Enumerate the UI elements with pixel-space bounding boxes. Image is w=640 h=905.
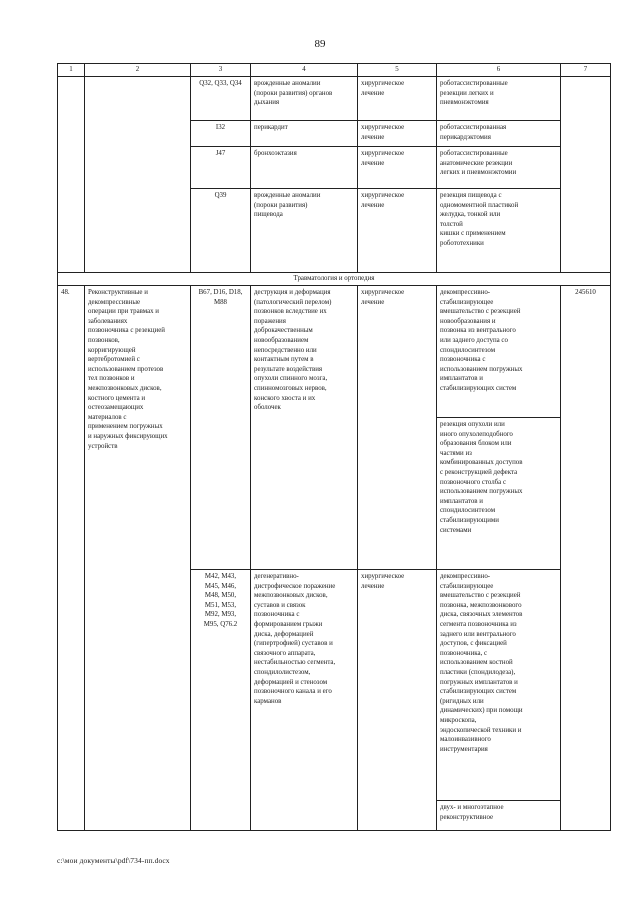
- model-cell: врожденные аномалии (пороки развития) пищевода: [251, 189, 358, 273]
- method-cell: декомпрессивно- стабилизирующее вмешательство с резекцией позвонка, межпозвонкового диска, связочных элементов сегмента позвоночника из заднего или вентрального доступов, с фиксацией позвоночника, с использованием костной пластики (спондилодеза), погружных имплантатов и стабилизирующих систем (ригидных или динамических) при помощи микроскопа, эндоскопической техники и малоинвазивного инструментария: [437, 570, 561, 801]
- service-name-cell: Реконструктивные и декомпрессивные операции при травмах и заболеваниях позвоночника с резекцией позвонков, корригирующей вертебротомией с использованием протезов тел позвонков и межпозвонковых дисков, костного цемента и остеозамещающих материалов с применением погружных и наружных фиксирующих устройств: [85, 286, 191, 831]
- cost-cell: [561, 77, 611, 273]
- method-cell: двух- и многоэтапное реконструктивное: [437, 801, 561, 831]
- treatment-cell: хирургическое лечение: [358, 570, 437, 831]
- treatment-cell: хирургическое лечение: [358, 147, 437, 189]
- icd-codes-cell: J47: [191, 147, 251, 189]
- model-cell: бронхоэктазия: [251, 147, 358, 189]
- method-cell: декомпрессивно- стабилизирующее вмешательство с резекцией новообразования и позвонка из вентрального или заднего доступа со спондилосинтезом позвоночника с использованием погружных имплантатов и стабилизирующих систем: [437, 286, 561, 418]
- icd-codes-cell: M42, M43, M45, M46, M48, M50, M51, M53, M92, M93, M95, Q76.2: [191, 570, 251, 831]
- section-header-row: [58, 273, 611, 286]
- model-cell: деструкция и деформация (патологический перелом) позвонков вследствие их поражения доброкачественным новообразованием непосредственно или контактным путем в результате воздействия опухоли спинного мозга, спинномозговых нервов, конского хвоста и их оболочек: [251, 286, 358, 570]
- header-cell: 6: [437, 64, 561, 77]
- icd-codes-cell: I32: [191, 121, 251, 147]
- table-row: [58, 77, 611, 121]
- method-cell: резекция пищевода с одномоментной пластикой желудка, тонкой или толстой кишки с применением робототехники: [437, 189, 561, 273]
- method-cell: роботассистированные анатомические резекции легких и пневмонэктомии: [437, 147, 561, 189]
- model-cell: перикардит: [251, 121, 358, 147]
- model-cell: врожденные аномалии (пороки развития) органов дыхания: [251, 77, 358, 121]
- method-cell: резекция опухоли или иного опухолеподобного образования блоком или частями из комбинированных доступов с реконструкцией дефекта позвоночного столба с использованием погружных имплантатов и спондилосинтезом стабилизирующими системами: [437, 418, 561, 570]
- service-name-cell: [85, 77, 191, 273]
- icd-codes-cell: B67, D16, D18, M88: [191, 286, 251, 570]
- model-cell: дегенеративно- дистрофическое поражение межпозвонковых дисков, суставов и связок позвоночника с формированием грыжи диска, деформацией (гипертрофией) суставов и связочного аппарата, нестабильностью сегмента, спондилолистезом, деформацией и стенозом позвоночного канала и его карманов: [251, 570, 358, 831]
- services-table: [57, 63, 611, 831]
- page-number: 89: [314, 38, 326, 50]
- section-title: Травматология и ортопедия: [58, 273, 611, 286]
- icd-codes-cell: Q32, Q33, Q34: [191, 77, 251, 121]
- footer-file-path: c:\мои документы\pdf\734-пп.docx: [57, 856, 170, 865]
- header-cell: 7: [561, 64, 611, 77]
- icd-codes-cell: Q39: [191, 189, 251, 273]
- method-cell: роботассистированная перикардэктомия: [437, 121, 561, 147]
- treatment-cell: хирургическое лечение: [358, 189, 437, 273]
- cost-cell: 245610: [561, 286, 611, 831]
- header-cell: 5: [358, 64, 437, 77]
- header-cell: 3: [191, 64, 251, 77]
- header-cell: 1: [58, 64, 85, 77]
- treatment-cell: хирургическое лечение: [358, 121, 437, 147]
- treatment-cell: хирургическое лечение: [358, 286, 437, 570]
- number-cell: [58, 77, 85, 273]
- method-cell: роботассистированные резекции легких и пневмонэктомия: [437, 77, 561, 121]
- table-row: [58, 286, 611, 418]
- header-cell: 4: [251, 64, 358, 77]
- treatment-cell: хирургическое лечение: [358, 77, 437, 121]
- header-cell: 2: [85, 64, 191, 77]
- number-cell: 48.: [58, 286, 85, 831]
- table-header-row: [58, 64, 611, 77]
